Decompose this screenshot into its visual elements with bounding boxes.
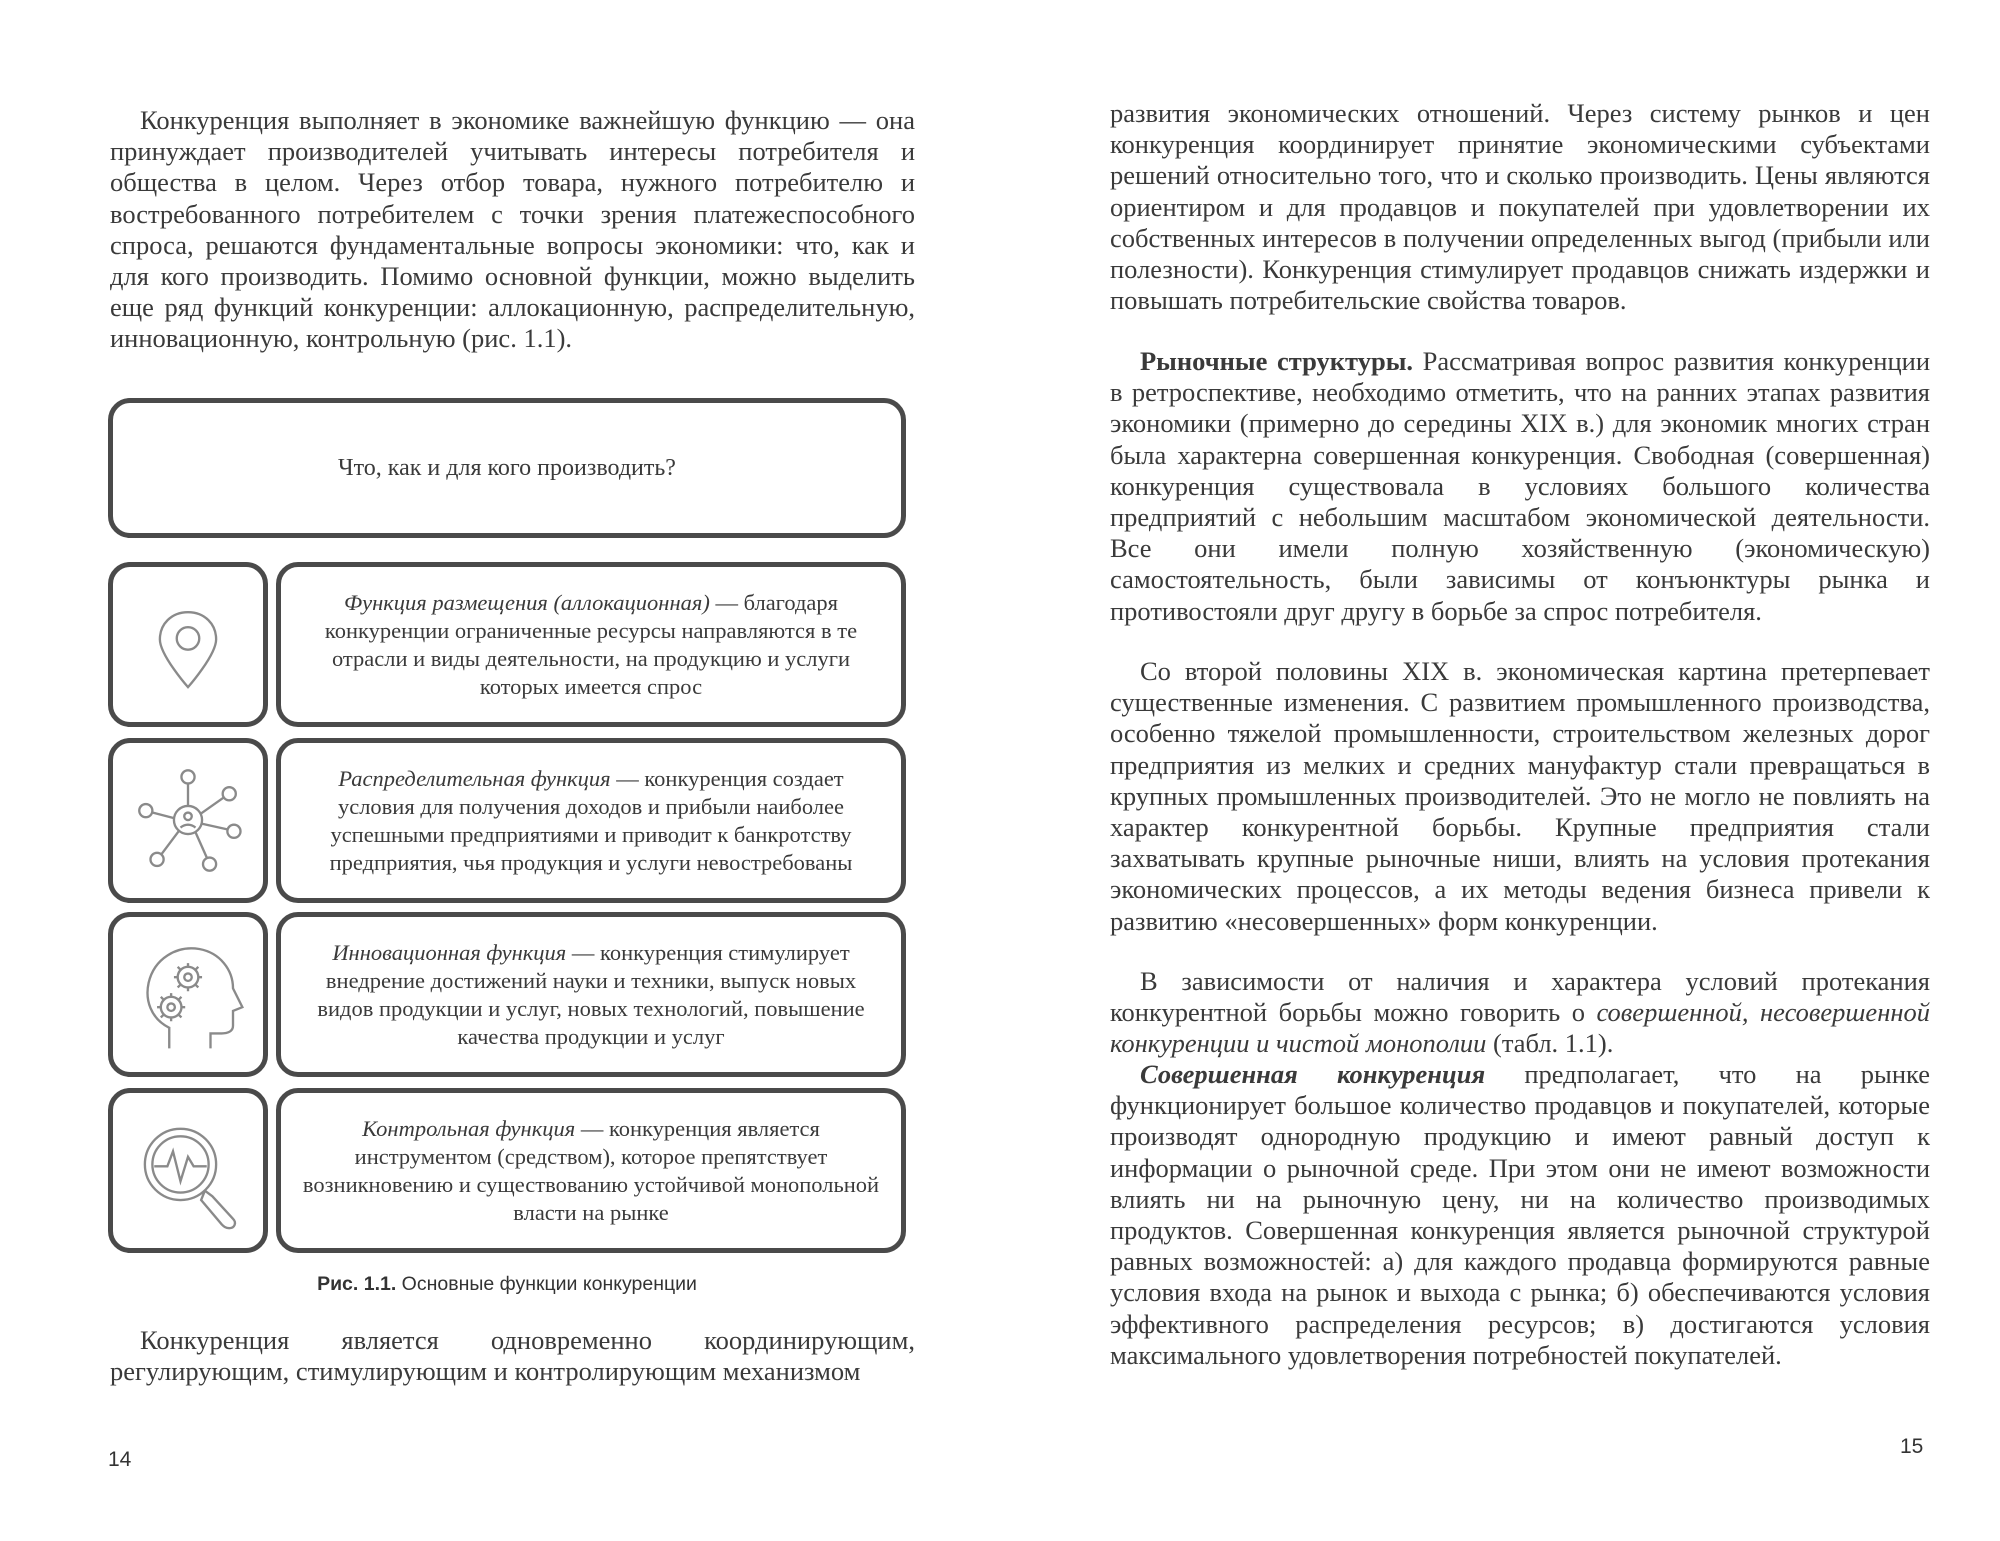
- caption-label: Рис. 1.1.: [317, 1273, 397, 1295]
- function-control-box: [276, 1088, 906, 1253]
- function-allocation-box: [276, 562, 906, 727]
- function-innovation-box: [276, 912, 906, 1077]
- function-allocation-text: — благодаря конкуренции ограниченные ресурсы направляются в те отрасли и виды деятельности, на продукцию и услуги которых имеется спрос: [324, 589, 858, 699]
- network-hub-icon: [108, 738, 268, 903]
- right-paragraph-4-start: В зависимости от наличия и характера условий протекания конкурентной борьбы можно говорить о: [1110, 966, 1930, 1028]
- right-paragraph-4-end: (табл. 1.1).: [1486, 1028, 1614, 1059]
- heading-market-structures: Рыночные структуры.: [1140, 346, 1414, 376]
- magnifier-pulse-icon: [108, 1088, 268, 1253]
- right-paragraph-3: Со второй половины XIX в. экономическая картина претерпевает существенные изменения. С развитием промышленного производства, особенно тяжелой промышленности, строительством железных дорог предприятия из мелких и средних мануфактур стали превращаться в крупных промышленных производителей. Это не могло не повлиять на характер конкурентной борьбы. Крупные предприятия стали захватывать крупные рыночные ниши, влиять на условия протекания экономических процессов, а их методы ведения бизнеса привели к развитию «несовершенных» форм конкуренции.: [1110, 656, 1930, 936]
- function-control-text: — конкуренция является инструментом (средством), которое препятствует возникновению и существованию устойчивой монопольной власти на рынке: [302, 1115, 880, 1225]
- right-paragraph-5: [1110, 1059, 1930, 1371]
- function-innovation-text: — конкуренция стимулирует внедрение достижений науки и техники, выпуск новых видов продукции и услуг, новых технологий, повышение качества продукции и услуг: [317, 939, 865, 1049]
- intro-paragraph: Конкуренция выполняет в экономике важнейшую функцию — она принуждает производителей учитывать интересы потребителя и общества в целом. Через отбор товара, нужного потребителю и востребованного потребителем с точки зрения платежеспособного спроса, решаются фундаментальные вопросы экономики: что, как и для кого производить. Помимо основной функции, можно выделить еще ряд функций конкуренции: аллокационную, распределительную, инновационную, контрольную (рис. 1.1).: [110, 105, 915, 354]
- caption-text: Основные функции конкуренции: [396, 1273, 697, 1295]
- function-innovation-title: Инновационная функция: [332, 939, 567, 965]
- page-number-left: 14: [108, 1448, 132, 1471]
- right-paragraph-2-text: Рассматривая вопрос развития конкуренции в ретроспективе, необходимо отметить, что на ранних этапах развития экономики (примерно до середины XIX в.) для экономик многих стран была характерна совершенная конкуренция. Свободная (совершенная) конкуренция существовала в условиях большого количества предприятий с небольшим масштабом экономической деятельности. Все они имели полную хозяйственную (экономическую) самостоятельность, были зависимы от конъюнктуры рынка и противостояли друг другу в борьбе за спрос потребителя.: [1110, 346, 1931, 626]
- figure-top-box: [108, 398, 906, 538]
- location-pin-icon: [108, 562, 268, 727]
- right-paragraph-4-italic: совершенной, несовершенной конкуренции и чистой монополии: [1110, 997, 1930, 1059]
- function-distribution-title: Распределительная функция: [338, 765, 611, 791]
- bottom-paragraph: Конкуренция является одновременно координирующим, регулирующим, стимулирующим и контролирующим механизмом: [110, 1325, 915, 1387]
- function-distribution-box: [276, 738, 906, 903]
- head-gears-icon: [108, 912, 268, 1077]
- figure-top-box-text: Что, как и для кого производить?: [338, 454, 676, 481]
- function-allocation-title: Функция размещения (аллокационная): [344, 589, 710, 615]
- heading-perfect-competition: Совершенная конкуренция: [1140, 1059, 1486, 1089]
- function-control-title: Контрольная функция: [362, 1115, 576, 1141]
- function-distribution-text: — конкуренция создает условия для получения доходов и прибыли наиболее успешными предприятиями и приводит к банкротству предприятия, чья продукция и услуги невостребованы: [329, 765, 853, 875]
- right-paragraph-5-text: предполагает, что на рынке функционирует большое количество продавцов и покупателей, которые производят однородную продукцию и имеют равный доступ к информации о рыночной среде. При этом они не имеют возможности влиять ни на рыночную цену, ни на количество производимых продуктов. Совершенная конкуренция является рыночной структурой равных возможностей: а) для каждого продавца формируются равные условия входа на рынок и выхода с рынка; б) обеспечиваются условия эффективного распределения ресурсов; в) достигаются условия максимального удовлетворения потребностей покупателей.: [1110, 1059, 1930, 1370]
- right-paragraph-2: [1110, 346, 1930, 627]
- figure-caption: [108, 1273, 906, 1296]
- page-number-right: 15: [1900, 1435, 1924, 1458]
- right-paragraph-4: [1110, 966, 1930, 1060]
- right-paragraph-1: развития экономических отношений. Через систему рынков и цен конкуренция координирует принятие экономическими субъектами решений относительно того, что и сколько производить. Цены являются ориентиром и для продавцов и покупателей при удовлетворении их собственных интересов в получении определенных выгод (прибыли или полезности). Конкуренция стимулирует продавцов снижать издержки и повышать потребительские свойства товаров.: [1110, 98, 1930, 316]
